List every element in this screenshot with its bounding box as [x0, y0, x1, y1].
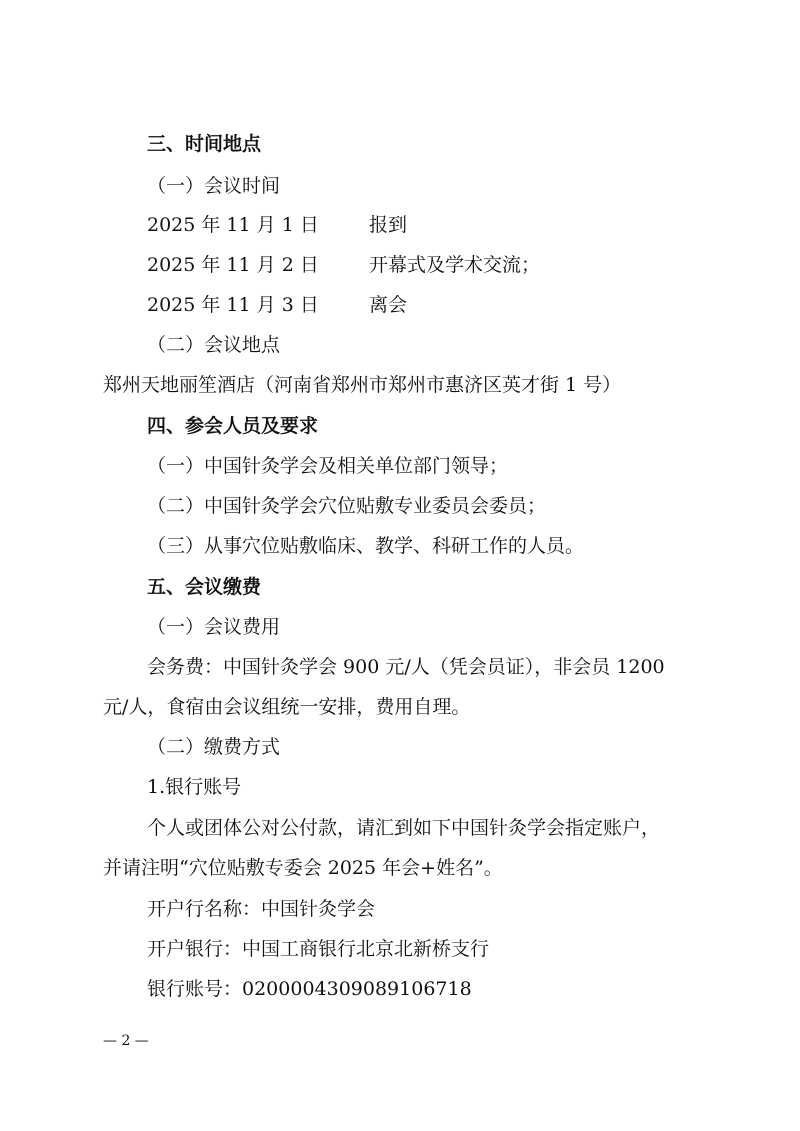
section-4-heading: 四、参会人员及要求	[147, 415, 319, 437]
attendee-item: （二）中国针灸学会穴位贴敷专业委员会委员；	[147, 495, 547, 517]
page-number: — 2 —	[103, 1033, 149, 1049]
section-5-heading: 五、会议缴费	[147, 576, 262, 598]
payment-method-subheading: （二）缴费方式	[147, 736, 281, 758]
attendee-item: （一）中国针灸学会及相关单位部门领导；	[147, 455, 509, 477]
schedule-event: 报到	[369, 214, 408, 236]
transfer-text-line-2: 并请注明“穴位贴敷专委会 2025 年会+姓名”。	[103, 857, 503, 879]
schedule-event: 开幕式及学术交流；	[369, 254, 541, 276]
venue-address: 郑州天地丽笙酒店（河南省郑州市郑州市惠济区英才街 1 号）	[103, 374, 622, 396]
account-name: 开户行名称：中国针灸学会	[147, 898, 376, 920]
meeting-fee-subheading: （一）会议费用	[147, 616, 281, 638]
meeting-venue-subheading: （二）会议地点	[147, 334, 281, 356]
schedule-date: 2025 年 11 月 1 日	[147, 214, 319, 236]
schedule-row	[147, 253, 540, 277]
transfer-text-line-1: 个人或团体公对公付款，请汇到如下中国针灸学会指定账户，	[147, 817, 661, 839]
schedule-event: 离会	[369, 294, 408, 316]
schedule-date: 2025 年 11 月 3 日	[147, 294, 319, 316]
section-3-heading: 三、时间地点	[147, 133, 262, 155]
bank-name: 开户银行：中国工商银行北京北新桥支行	[147, 938, 490, 960]
fee-text-line-2: 元/人，食宿由会议组统一安排，费用自理。	[103, 696, 471, 718]
schedule-date: 2025 年 11 月 2 日	[147, 254, 319, 276]
schedule-row	[147, 293, 407, 317]
account-number: 银行账号：0200004309089106718	[147, 978, 472, 1000]
fee-text-line-1: 会务费：中国针灸学会 900 元/人（凭会员证），非会员 1200	[147, 656, 665, 678]
schedule-row	[147, 213, 407, 237]
attendee-item: （三）从事穴位贴敷临床、教学、科研工作的人员。	[147, 535, 585, 557]
meeting-time-subheading: （一）会议时间	[147, 175, 281, 197]
bank-account-heading: 1.银行账号	[147, 776, 242, 798]
